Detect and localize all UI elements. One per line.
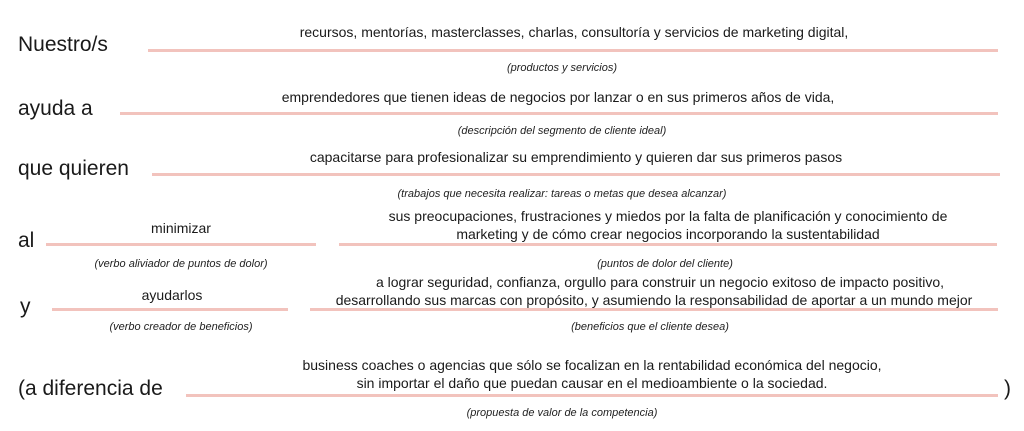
fill-competencia-2: sin importar el daño que puedan causar en el medioambiente o la sociedad. (356, 375, 828, 391)
fill-beneficios-1: a lograr seguridad, confianza, orgullo para construir un negocio exitoso de impacto positivo, (375, 274, 945, 290)
label-al: al (18, 229, 35, 252)
blank-line-competencia (186, 394, 998, 397)
blank-line-verbo-creador (52, 308, 288, 311)
blank-line-puntos-dolor (339, 243, 997, 246)
blank-line-verbo-aliviador (46, 243, 316, 246)
blank-line-trabajos (152, 173, 1000, 176)
hint-beneficios: (beneficios que el cliente desea) (571, 321, 729, 333)
fill-competencia-1: business coaches o agencias que sólo se focalizan en la rentabilidad económica del negocio, (302, 357, 882, 373)
label-ayuda-a: ayuda a (18, 97, 93, 120)
hint-competencia: (propuesta de valor de la competencia) (466, 407, 658, 419)
blank-line-productos (148, 49, 998, 52)
label-nuestros: Nuestro/s (18, 33, 108, 56)
fill-trabajos: capacitarse para profesionalizar su emprendimiento y quieren dar sus primeros pasos (309, 149, 843, 165)
fill-productos: recursos, mentorías, masterclasses, charlas, consultoría y servicios de marketing digital, (299, 24, 849, 40)
hint-trabajos: (trabajos que necesita realizar: tareas o metas que desea alcanzar) (397, 188, 727, 200)
fill-verbo-creador: ayudarlos (141, 287, 203, 303)
hint-segmento: (descripción del segmento de cliente ideal) (457, 125, 667, 137)
blank-line-beneficios (310, 308, 998, 311)
closing-parenthesis: ) (1004, 377, 1011, 400)
fill-segmento: emprendedores que tienen ideas de negocios por lanzar o en sus primeros años de vida, (281, 89, 835, 105)
fill-puntos-dolor-1: sus preocupaciones, frustraciones y miedos por la falta de planificación y conocimiento de (388, 208, 948, 224)
label-que-quieren: que quieren (18, 157, 129, 180)
label-y: y (20, 295, 31, 318)
fill-puntos-dolor-2: marketing y de cómo crear negocios incorporando la sustentabilidad (456, 226, 880, 242)
hint-productos: (productos y servicios) (506, 62, 618, 74)
fill-verbo-aliviador: minimizar (151, 220, 211, 236)
hint-verbo-aliviador: (verbo aliviador de puntos de dolor) (94, 258, 268, 270)
hint-verbo-creador: (verbo creador de beneficios) (109, 321, 253, 333)
hint-puntos-dolor: (puntos de dolor del cliente) (597, 258, 733, 270)
fill-beneficios-2: desarrollando sus marcas con propósito, y asumiendo la responsabilidad de aportar a un mundo mejor (335, 292, 973, 308)
label-a-diferencia-de: (a diferencia de (18, 377, 163, 400)
blank-line-segmento (120, 112, 998, 115)
